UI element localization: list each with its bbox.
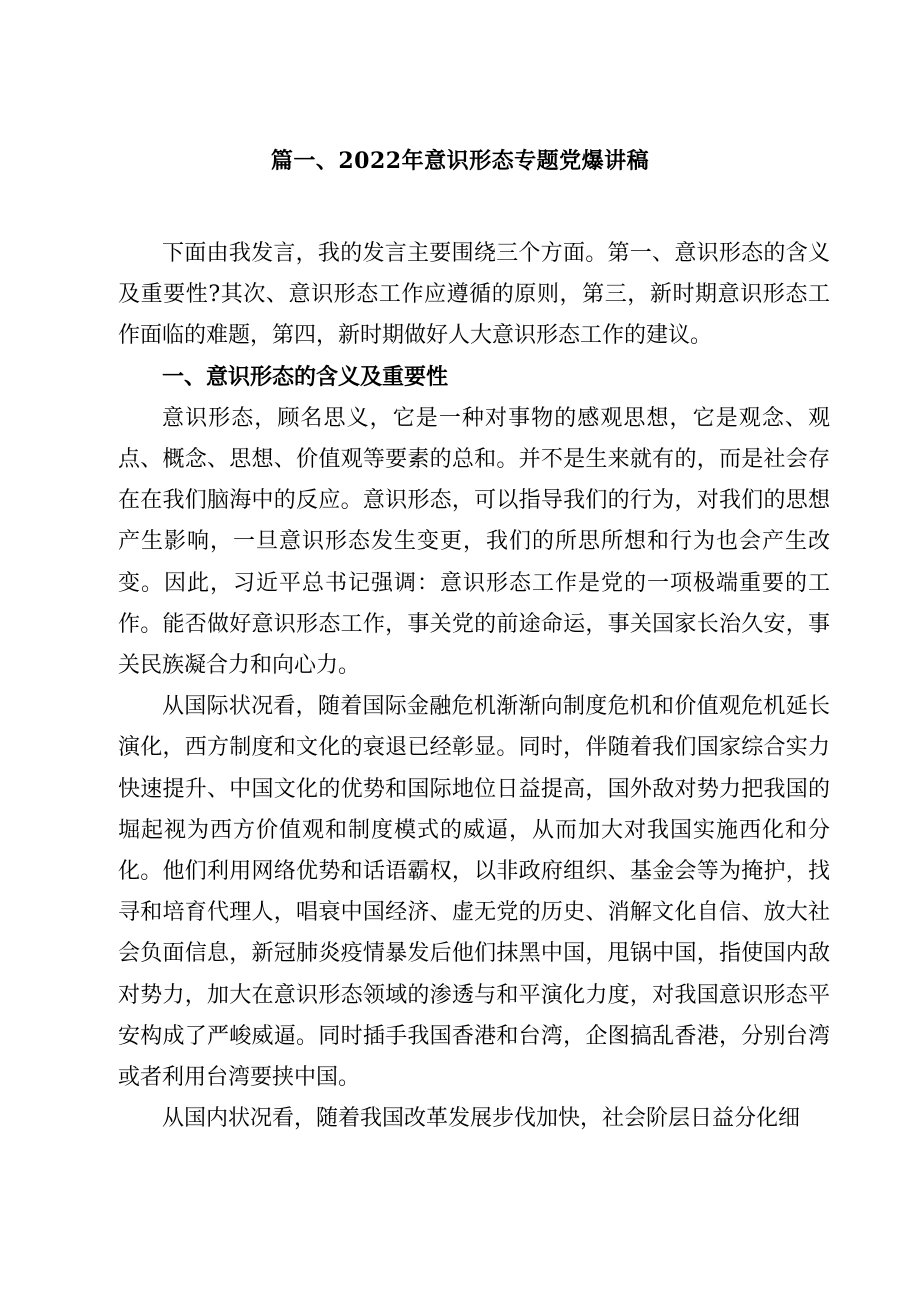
paragraph-meaning: 意识形态，顾名思义，它是一种对事物的感观思想，它是观念、观点、概念、思想、价值观等要素的总和。并不是生来就有的，而是社会存在在我们脑海中的反应。意识形态，可以指导我们的行为，对我们的思想产生影响，一旦意识形态发生变更，我们的所思所想和行为也会产生改变。因此，习近平总书记强调：意识形态工作是党的一项极端重要的工作。能否做好意识形态工作，事关党的前途命运，事关国家长治久安，事关民族凝合力和向心力。 xyxy=(118,405,830,679)
section-heading: 一、意识形态的含义及重要性 xyxy=(162,363,449,390)
document-title: 篇一、2022年意识形态专题党爆讲稿 xyxy=(270,148,650,174)
paragraph-international: 从国际状况看，随着国际金融危机渐渐向制度危机和价值观危机延长演化，西方制度和文化的衰退已经彰显。同时，伴随着我们国家综合实力快速提升、中国文化的优势和国际地位日益提高，国外敌对势力把我国的堀起视为西方价值观和制度模式的威逼，从而加大对我国实施西化和分化。他们利用网络优势和话语霸权，以非政府组织、基金会等为掩护，找寻和培育代理人，唱衰中国经济、虚无党的历史、消解文化自信、放大社会负面信息，新冠肺炎疫情暴发后他们抹黑中国，甩锅中国，指使国内敌对势力，加大在意识形态领域的渗透与和平演化力度，对我国意识形态平安构成了严峻威逼。同时插手我国香港和台湾，企图搞乱香港，分别台湾或者利用台湾要挟中国。 xyxy=(118,694,830,1091)
paragraph-intro: 下面由我发言，我的发言主要围绕三个方面。第一、意识形态的含义及重要性?其次、意识形态工作应遵循的原则，第三，新时期意识形态工作面临的难题，第四，新时期做好人大意识形态工作的建议。 xyxy=(118,241,830,349)
paragraph-domestic: 从国内状况看，随着我国改革发展步伐加快，社会阶层日益分化细 xyxy=(162,1106,801,1132)
document-body xyxy=(118,233,830,1139)
